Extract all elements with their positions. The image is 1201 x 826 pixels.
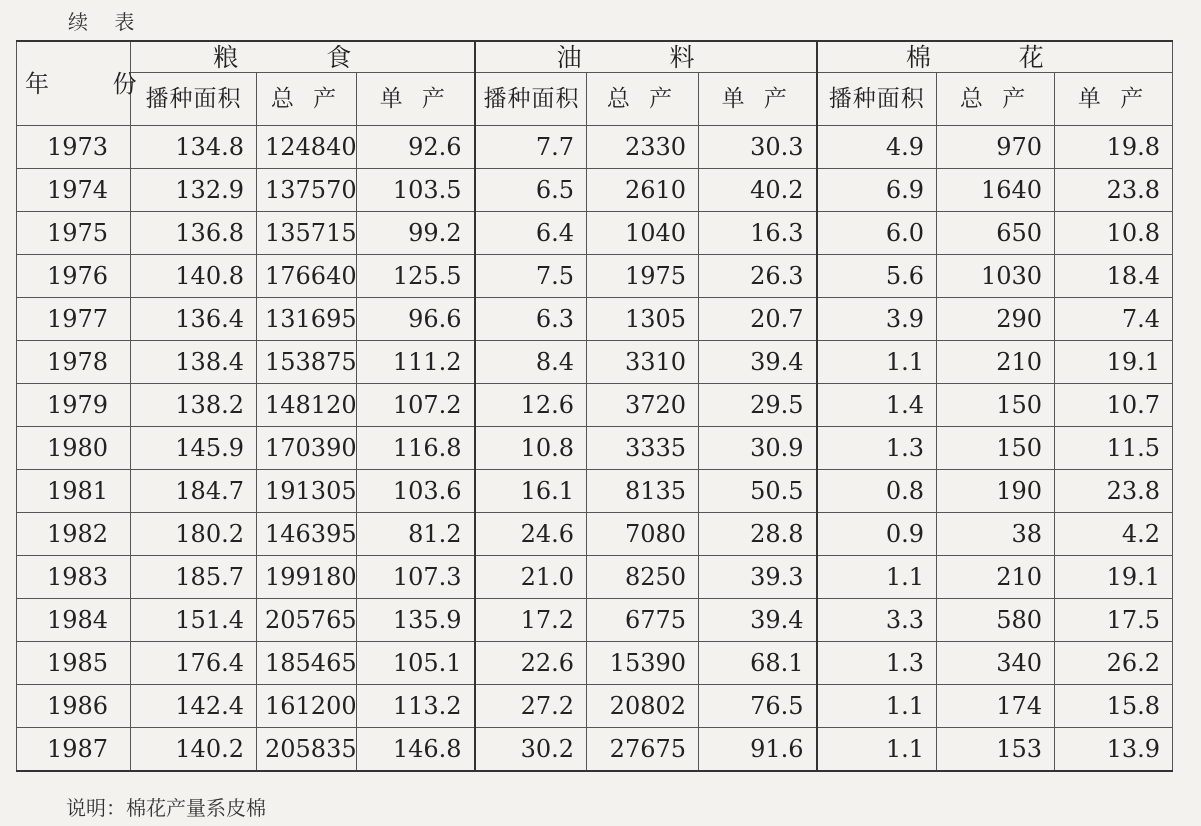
- group-header-grain: 粮 食: [131, 41, 475, 73]
- value-cell-oil-total: 3310: [587, 341, 699, 384]
- value-cell-oil-yield: 91.6: [699, 728, 817, 772]
- value-cell-cotton-yield: 23.8: [1055, 470, 1173, 513]
- value-cell-oil-area: 22.6: [475, 642, 587, 685]
- year-cell: 1985: [17, 642, 131, 685]
- value-cell-cotton-area: 1.3: [817, 642, 937, 685]
- value-cell-cotton-total: 650: [937, 212, 1055, 255]
- value-cell-grain-total: 205835: [257, 728, 357, 772]
- value-cell-oil-yield: 16.3: [699, 212, 817, 255]
- value-cell-cotton-total: 1640: [937, 169, 1055, 212]
- value-cell-cotton-total: 290: [937, 298, 1055, 341]
- year-cell: 1974: [17, 169, 131, 212]
- value-cell-grain-area: 176.4: [131, 642, 257, 685]
- value-cell-grain-total: 124840: [257, 126, 357, 169]
- value-cell-cotton-yield: 13.9: [1055, 728, 1173, 772]
- table-row: [17, 513, 1173, 556]
- value-cell-cotton-total: 190: [937, 470, 1055, 513]
- value-cell-oil-area: 27.2: [475, 685, 587, 728]
- year-cell: 1980: [17, 427, 131, 470]
- year-cell: 1976: [17, 255, 131, 298]
- value-cell-grain-total: 146395: [257, 513, 357, 556]
- year-cell: 1983: [17, 556, 131, 599]
- value-cell-cotton-area: 3.3: [817, 599, 937, 642]
- value-cell-oil-yield: 30.9: [699, 427, 817, 470]
- value-cell-grain-yield: 81.2: [357, 513, 475, 556]
- value-cell-cotton-yield: 4.2: [1055, 513, 1173, 556]
- value-cell-cotton-area: 0.9: [817, 513, 937, 556]
- value-cell-grain-yield: 103.5: [357, 169, 475, 212]
- continued-label: 续 表: [68, 10, 145, 34]
- value-cell-oil-total: 1305: [587, 298, 699, 341]
- value-cell-cotton-area: 1.3: [817, 427, 937, 470]
- value-cell-grain-area: 132.9: [131, 169, 257, 212]
- value-cell-cotton-area: 1.4: [817, 384, 937, 427]
- value-cell-cotton-yield: 19.1: [1055, 556, 1173, 599]
- value-cell-oil-total: 27675: [587, 728, 699, 772]
- value-cell-grain-yield: 105.1: [357, 642, 475, 685]
- group-header-oil: 油 料: [475, 41, 817, 73]
- value-cell-grain-area: 136.4: [131, 298, 257, 341]
- value-cell-oil-total: 1975: [587, 255, 699, 298]
- sub-header-oil-yield: 单 产: [699, 73, 817, 126]
- value-cell-oil-area: 6.5: [475, 169, 587, 212]
- value-cell-cotton-total: 150: [937, 384, 1055, 427]
- table-row: [17, 599, 1173, 642]
- value-cell-grain-area: 138.2: [131, 384, 257, 427]
- sub-header-cotton-area: 播种面积: [817, 73, 937, 126]
- value-cell-cotton-area: 1.1: [817, 685, 937, 728]
- value-cell-grain-total: 161200: [257, 685, 357, 728]
- value-cell-grain-area: 151.4: [131, 599, 257, 642]
- value-cell-grain-yield: 92.6: [357, 126, 475, 169]
- value-cell-cotton-total: 38: [937, 513, 1055, 556]
- year-cell: 1986: [17, 685, 131, 728]
- value-cell-cotton-yield: 15.8: [1055, 685, 1173, 728]
- value-cell-cotton-yield: 10.7: [1055, 384, 1173, 427]
- value-cell-grain-yield: 111.2: [357, 341, 475, 384]
- year-column-header: 年 份: [17, 41, 131, 126]
- value-cell-oil-yield: 39.3: [699, 556, 817, 599]
- value-cell-grain-area: 134.8: [131, 126, 257, 169]
- table-row: [17, 212, 1173, 255]
- value-cell-oil-total: 2610: [587, 169, 699, 212]
- sub-header-row: [17, 73, 1173, 126]
- value-cell-oil-area: 7.7: [475, 126, 587, 169]
- value-cell-oil-total: 1040: [587, 212, 699, 255]
- table-body: [17, 126, 1173, 772]
- value-cell-grain-area: 140.2: [131, 728, 257, 772]
- year-cell: 1973: [17, 126, 131, 169]
- table-row: [17, 384, 1173, 427]
- value-cell-cotton-yield: 7.4: [1055, 298, 1173, 341]
- value-cell-cotton-yield: 19.8: [1055, 126, 1173, 169]
- sub-header-cotton-yield: 单 产: [1055, 73, 1173, 126]
- value-cell-grain-yield: 125.5: [357, 255, 475, 298]
- value-cell-oil-yield: 30.3: [699, 126, 817, 169]
- value-cell-oil-total: 3720: [587, 384, 699, 427]
- value-cell-cotton-total: 210: [937, 341, 1055, 384]
- value-cell-grain-yield: 103.6: [357, 470, 475, 513]
- year-cell: 1979: [17, 384, 131, 427]
- value-cell-oil-area: 6.4: [475, 212, 587, 255]
- year-cell: 1981: [17, 470, 131, 513]
- year-cell: 1987: [17, 728, 131, 772]
- value-cell-oil-total: 2330: [587, 126, 699, 169]
- value-cell-oil-yield: 20.7: [699, 298, 817, 341]
- year-cell: 1977: [17, 298, 131, 341]
- value-cell-cotton-yield: 26.2: [1055, 642, 1173, 685]
- value-cell-oil-yield: 68.1: [699, 642, 817, 685]
- value-cell-cotton-total: 150: [937, 427, 1055, 470]
- value-cell-grain-area: 140.8: [131, 255, 257, 298]
- table-row: [17, 341, 1173, 384]
- value-cell-oil-area: 16.1: [475, 470, 587, 513]
- value-cell-oil-area: 30.2: [475, 728, 587, 772]
- value-cell-oil-area: 8.4: [475, 341, 587, 384]
- value-cell-grain-area: 138.4: [131, 341, 257, 384]
- value-cell-oil-total: 3335: [587, 427, 699, 470]
- table-row: [17, 126, 1173, 169]
- value-cell-oil-yield: 29.5: [699, 384, 817, 427]
- sub-header-grain-total: 总 产: [257, 73, 357, 126]
- value-cell-cotton-total: 153: [937, 728, 1055, 772]
- value-cell-oil-area: 7.5: [475, 255, 587, 298]
- value-cell-oil-area: 12.6: [475, 384, 587, 427]
- value-cell-grain-total: 170390: [257, 427, 357, 470]
- value-cell-oil-total: 15390: [587, 642, 699, 685]
- value-cell-cotton-area: 1.1: [817, 341, 937, 384]
- table-row: [17, 255, 1173, 298]
- value-cell-oil-area: 17.2: [475, 599, 587, 642]
- value-cell-grain-yield: 146.8: [357, 728, 475, 772]
- value-cell-cotton-area: 6.0: [817, 212, 937, 255]
- table-row: [17, 298, 1173, 341]
- value-cell-oil-yield: 40.2: [699, 169, 817, 212]
- value-cell-grain-yield: 99.2: [357, 212, 475, 255]
- value-cell-grain-total: 137570: [257, 169, 357, 212]
- value-cell-grain-total: 131695: [257, 298, 357, 341]
- value-cell-cotton-total: 210: [937, 556, 1055, 599]
- year-cell: 1975: [17, 212, 131, 255]
- value-cell-cotton-total: 174: [937, 685, 1055, 728]
- table-row: [17, 728, 1173, 772]
- value-cell-grain-area: 136.8: [131, 212, 257, 255]
- value-cell-grain-yield: 107.3: [357, 556, 475, 599]
- value-cell-grain-yield: 107.2: [357, 384, 475, 427]
- value-cell-oil-area: 21.0: [475, 556, 587, 599]
- value-cell-cotton-area: 3.9: [817, 298, 937, 341]
- value-cell-oil-yield: 39.4: [699, 341, 817, 384]
- value-cell-cotton-area: 6.9: [817, 169, 937, 212]
- value-cell-grain-area: 145.9: [131, 427, 257, 470]
- table-row: [17, 427, 1173, 470]
- value-cell-grain-total: 185465: [257, 642, 357, 685]
- value-cell-oil-area: 6.3: [475, 298, 587, 341]
- sub-header-grain-yield: 单 产: [357, 73, 475, 126]
- value-cell-cotton-yield: 23.8: [1055, 169, 1173, 212]
- table-row: [17, 169, 1173, 212]
- table-header: [17, 41, 1173, 126]
- table-row: [17, 685, 1173, 728]
- value-cell-cotton-area: 1.1: [817, 556, 937, 599]
- table-row: [17, 642, 1173, 685]
- value-cell-cotton-total: 970: [937, 126, 1055, 169]
- year-cell: 1984: [17, 599, 131, 642]
- table-row: [17, 470, 1173, 513]
- value-cell-cotton-area: 1.1: [817, 728, 937, 772]
- value-cell-grain-total: 135715: [257, 212, 357, 255]
- value-cell-oil-yield: 28.8: [699, 513, 817, 556]
- value-cell-oil-total: 8250: [587, 556, 699, 599]
- value-cell-grain-yield: 135.9: [357, 599, 475, 642]
- value-cell-cotton-yield: 11.5: [1055, 427, 1173, 470]
- value-cell-oil-total: 20802: [587, 685, 699, 728]
- year-cell: 1982: [17, 513, 131, 556]
- value-cell-grain-yield: 116.8: [357, 427, 475, 470]
- value-cell-oil-total: 8135: [587, 470, 699, 513]
- value-cell-grain-total: 148120: [257, 384, 357, 427]
- value-cell-cotton-yield: 18.4: [1055, 255, 1173, 298]
- value-cell-oil-yield: 76.5: [699, 685, 817, 728]
- value-cell-oil-yield: 39.4: [699, 599, 817, 642]
- value-cell-grain-yield: 96.6: [357, 298, 475, 341]
- value-cell-grain-total: 191305: [257, 470, 357, 513]
- value-cell-grain-yield: 113.2: [357, 685, 475, 728]
- sub-header-cotton-total: 总 产: [937, 73, 1055, 126]
- value-cell-cotton-total: 580: [937, 599, 1055, 642]
- sub-header-oil-total: 总 产: [587, 73, 699, 126]
- value-cell-cotton-total: 1030: [937, 255, 1055, 298]
- value-cell-oil-total: 7080: [587, 513, 699, 556]
- value-cell-grain-total: 205765: [257, 599, 357, 642]
- value-cell-oil-area: 24.6: [475, 513, 587, 556]
- value-cell-cotton-total: 340: [937, 642, 1055, 685]
- value-cell-oil-area: 10.8: [475, 427, 587, 470]
- value-cell-grain-area: 142.4: [131, 685, 257, 728]
- value-cell-grain-area: 180.2: [131, 513, 257, 556]
- value-cell-oil-yield: 50.5: [699, 470, 817, 513]
- sub-header-grain-area: 播种面积: [131, 73, 257, 126]
- value-cell-cotton-yield: 10.8: [1055, 212, 1173, 255]
- value-cell-cotton-area: 4.9: [817, 126, 937, 169]
- group-header-cotton: 棉 花: [817, 41, 1173, 73]
- value-cell-grain-total: 176640: [257, 255, 357, 298]
- value-cell-grain-area: 184.7: [131, 470, 257, 513]
- footnote: 说明：棉花产量系皮棉: [66, 796, 266, 820]
- table-row: [17, 556, 1173, 599]
- value-cell-grain-total: 153875: [257, 341, 357, 384]
- value-cell-cotton-area: 5.6: [817, 255, 937, 298]
- value-cell-oil-yield: 26.3: [699, 255, 817, 298]
- year-cell: 1978: [17, 341, 131, 384]
- value-cell-oil-total: 6775: [587, 599, 699, 642]
- sub-header-oil-area: 播种面积: [475, 73, 587, 126]
- value-cell-grain-area: 185.7: [131, 556, 257, 599]
- value-cell-cotton-yield: 17.5: [1055, 599, 1173, 642]
- value-cell-grain-total: 199180: [257, 556, 357, 599]
- value-cell-cotton-yield: 19.1: [1055, 341, 1173, 384]
- value-cell-cotton-area: 0.8: [817, 470, 937, 513]
- data-table: [16, 40, 1173, 772]
